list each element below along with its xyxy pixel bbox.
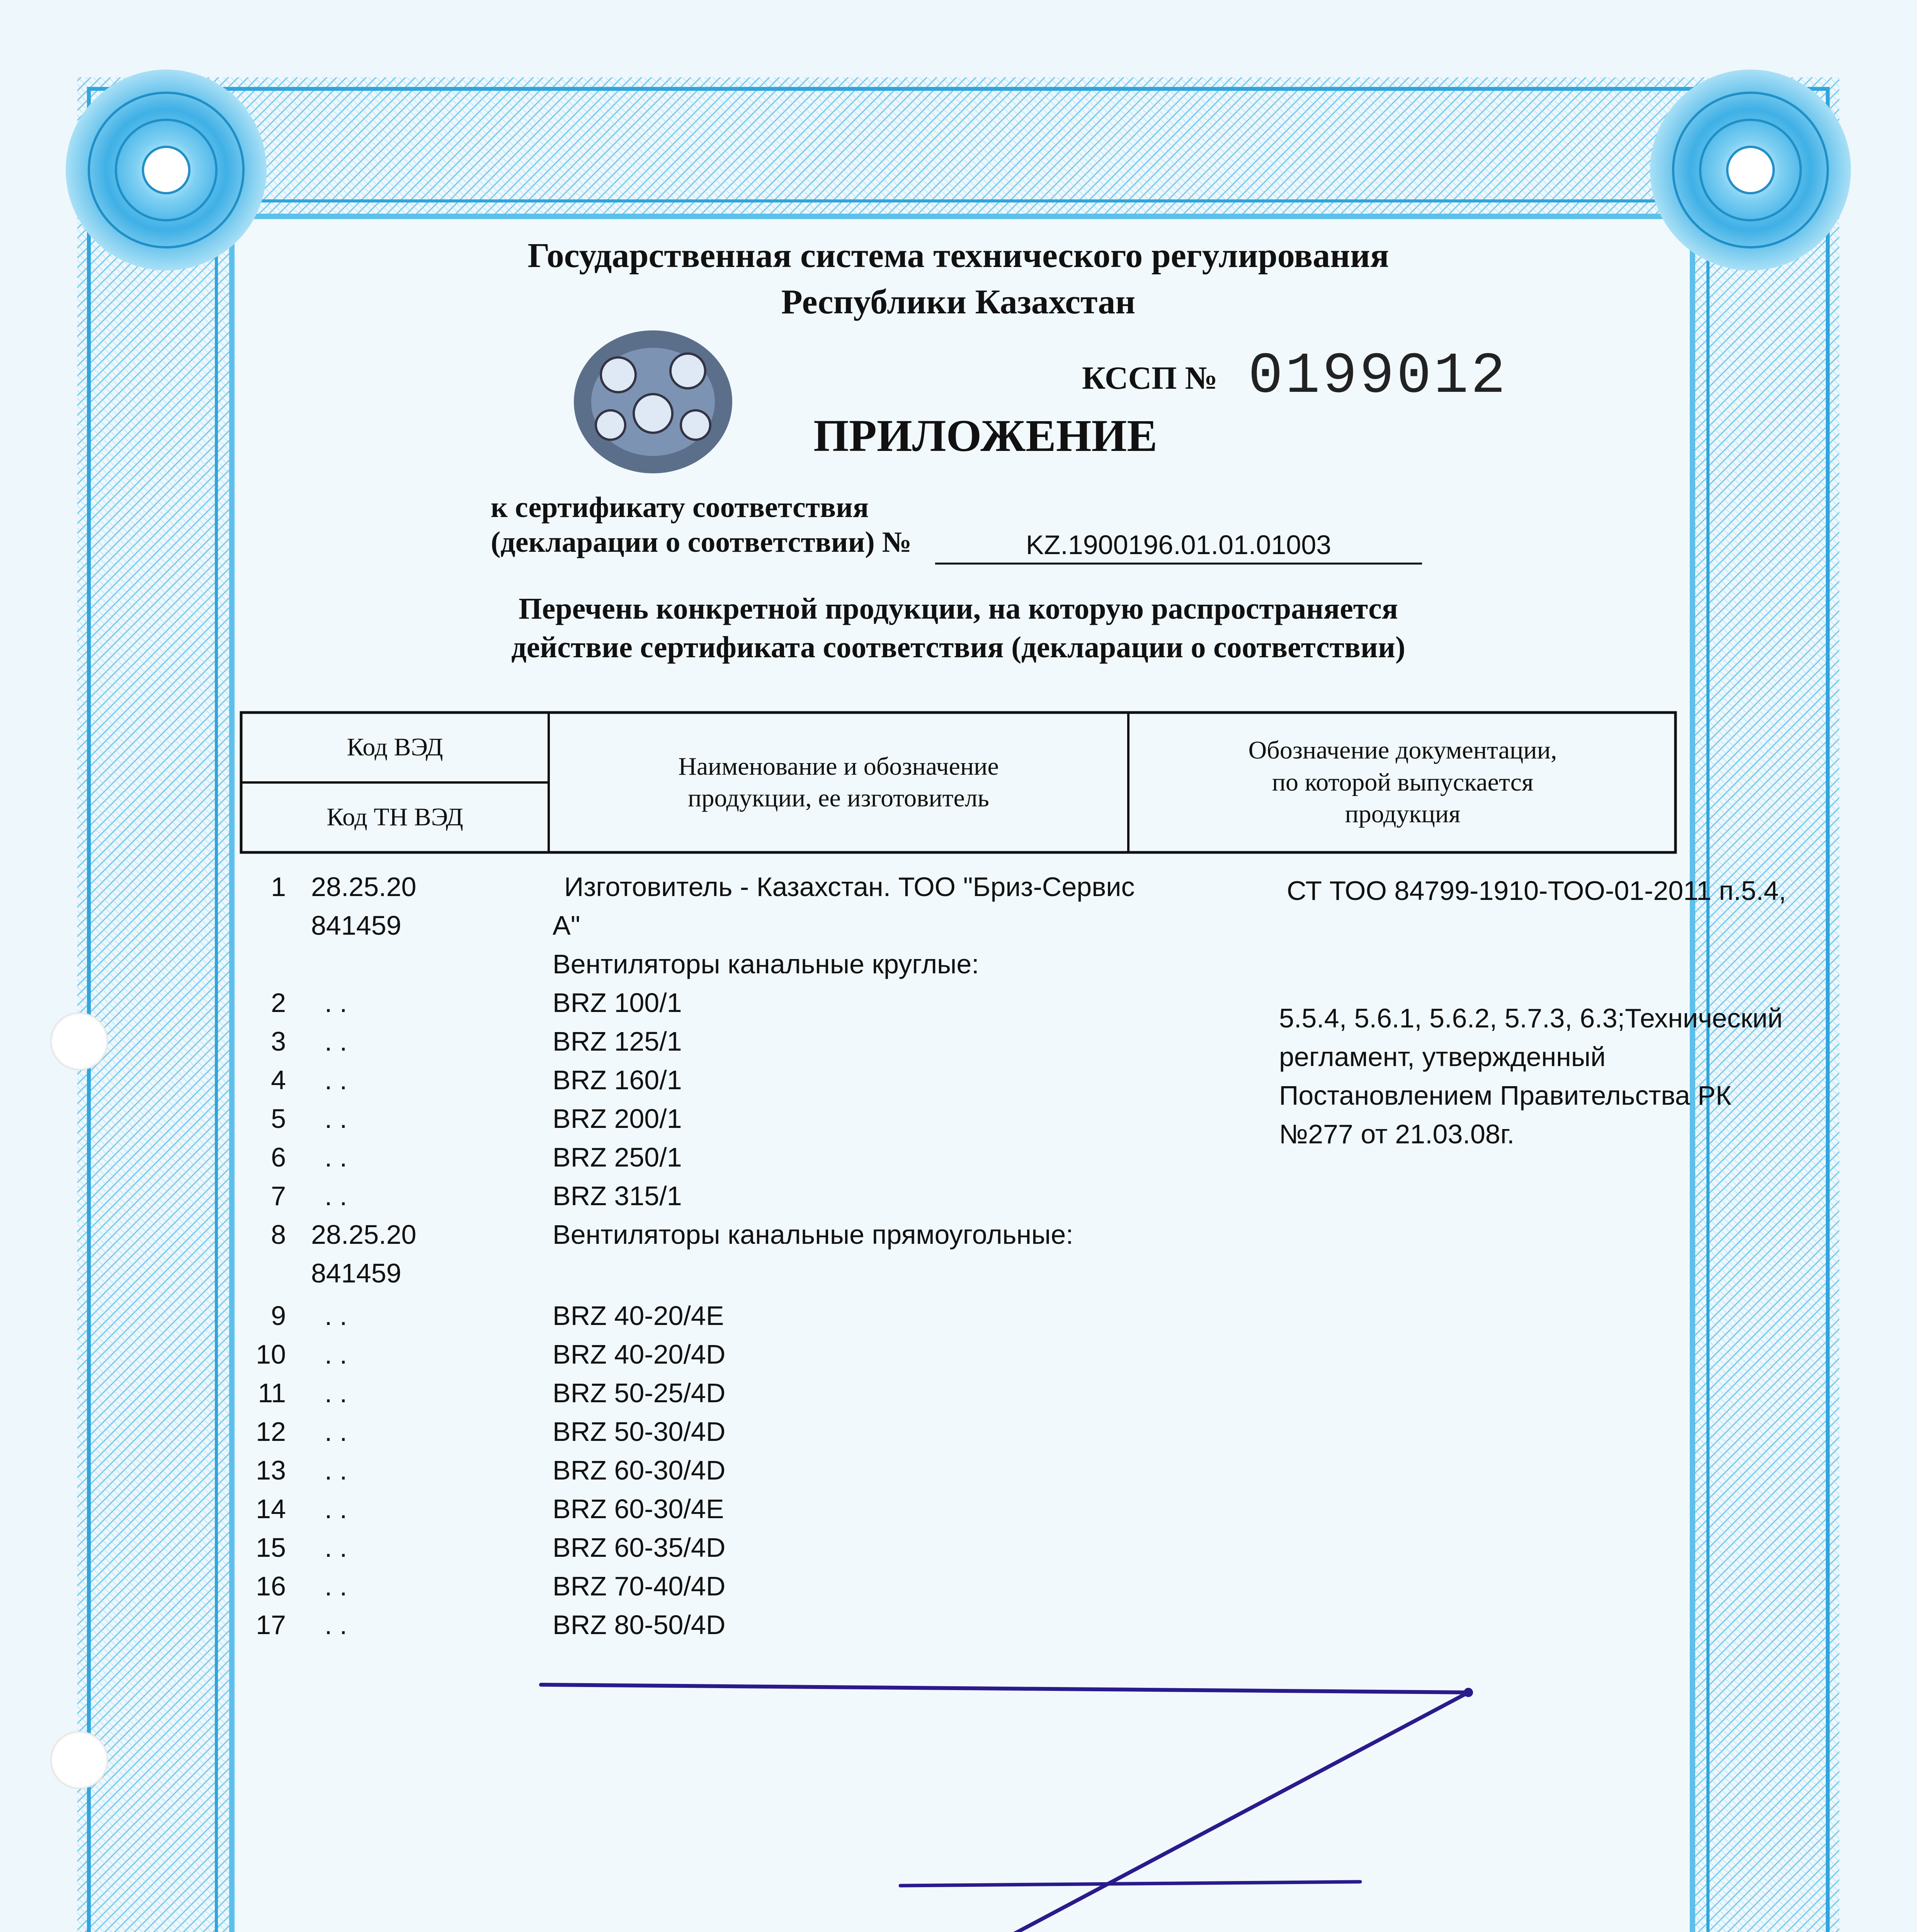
row-number: 10 [256,1339,286,1369]
row-code: . . [325,1417,347,1447]
manufacturer-line-2: А" [553,910,580,940]
documentation-line-1: СТ ТОО 84799-1910-ТОО-01-2011 п.5.4, [1287,876,1786,906]
header-tn-ved: Код ТН ВЭД [327,803,463,832]
product-name: BRZ 60-30/4E [553,1494,724,1524]
row-code-tn: 841459 [311,910,401,940]
product-name: BRZ 160/1 [553,1065,682,1095]
product-name: BRZ 80-50/4D [553,1610,726,1640]
row-number: 8 [271,1219,286,1250]
kssp-label: КССП № [1082,360,1218,396]
row-number: 2 [271,988,286,1018]
row-code: . . [325,1065,347,1095]
header-product-name: Наименование и обозначение продукции, ее изготовитель [678,752,999,812]
row-code: 28.25.20 [311,872,417,902]
documentation-line-2: 5.5.4, 5.6.1, 5.6.2, 5.7.3, 6.3;Технический [1279,1003,1783,1033]
document-title: ПРИЛОЖЕНИЕ [813,410,1158,461]
row-number: 12 [256,1417,286,1447]
header-ved: Код ВЭД [347,733,443,762]
row-number: 9 [271,1301,286,1331]
list-description-2: действие сертификата соответствия (декларации о соответствии) [511,630,1405,664]
row-number: 11 [258,1378,286,1408]
kssp-number: 0199012 [1248,344,1508,410]
product-name: BRZ 70-40/4D [553,1571,726,1601]
row-number: 13 [256,1455,286,1485]
row-code: . . [325,1610,347,1640]
header-line-2: Республики Казахстан [781,283,1136,321]
manufacturer-line-1: Изготовитель - Казахстан. ТОО "Бриз-Сервис [564,872,1135,902]
product-name: BRZ 40-20/4E [553,1301,724,1331]
product-name: BRZ 40-20/4D [553,1339,726,1369]
row-code: . . [325,1494,347,1524]
row-code: . . [325,1571,347,1601]
header-documentation: Обозначение документации, по которой выпускается продукция [1248,736,1557,828]
row-number: 16 [256,1571,286,1601]
row-code: . . [325,1301,347,1331]
row-code: . . [325,1104,347,1134]
row-number: 1 [271,872,286,902]
row-number: 7 [271,1181,286,1211]
documentation-line-5: №277 от 21.03.08г. [1279,1119,1515,1149]
row-number: 4 [271,1065,286,1095]
row-code: . . [325,1378,347,1408]
category-round-fans: Вентиляторы канальные круглые: [553,949,979,979]
row-code: . . [325,1181,347,1211]
cert-number: KZ.1900196.01.01.01003 [935,529,1422,565]
row-code: . . [325,988,347,1018]
product-name: BRZ 250/1 [553,1142,682,1172]
product-name: BRZ 60-35/4D [553,1532,726,1563]
product-name: BRZ 50-30/4D [553,1417,726,1447]
row-code: . . [325,1142,347,1172]
row-code: . . [325,1532,347,1563]
product-name: BRZ 200/1 [553,1104,682,1134]
row-number: 5 [271,1104,286,1134]
row-code: . . [325,1026,347,1056]
row-code: . . [325,1339,347,1369]
cert-line-1: к сертификату соответствия [491,491,869,524]
row-number: 14 [256,1494,286,1524]
list-description-1: Перечень конкретной продукции, на которую распространяется [519,592,1398,625]
cert-line-2: (декларации о соответствии) № [491,526,912,558]
product-name: BRZ 315/1 [553,1181,682,1211]
documentation-line-4: Постановлением Правительства РК [1279,1080,1732,1111]
row-number: 17 [256,1610,286,1640]
row-number: 15 [256,1532,286,1563]
product-name: BRZ 50-25/4D [553,1378,726,1408]
product-name: BRZ 125/1 [553,1026,682,1056]
product-name: BRZ 100/1 [553,988,682,1018]
row-code: 28.25.20 [311,1219,417,1250]
row-code: . . [325,1455,347,1485]
header-line-1: Государственная система технического регулирования [527,236,1389,275]
row-number: 3 [271,1026,286,1056]
product-name: BRZ 60-30/4D [553,1455,726,1485]
row-code-tn: 841459 [311,1258,401,1288]
row-number: 6 [271,1142,286,1172]
documentation-line-3: регламент, утвержденный [1279,1042,1606,1072]
category-rect-fans: Вентиляторы канальные прямоугольные: [553,1219,1073,1250]
